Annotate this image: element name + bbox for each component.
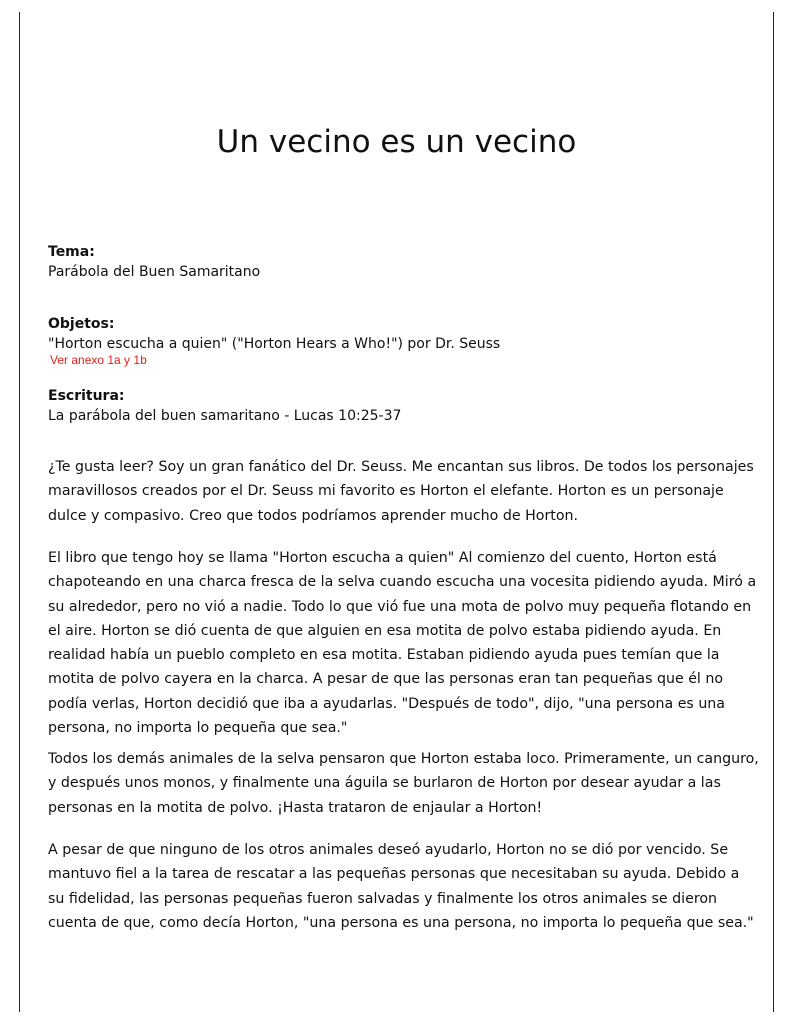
- escritura-heading: Escritura:: [48, 388, 125, 404]
- page-border-left: [19, 12, 20, 1012]
- page-border-right: [773, 12, 774, 1012]
- tema-body: Parábola del Buen Samaritano: [48, 264, 261, 280]
- tema-heading: Tema:: [48, 244, 95, 260]
- document-title: Un vecino es un vecino: [216, 124, 577, 160]
- escritura-body: La parábola del buen samaritano - Lucas 10:25-37: [48, 408, 402, 424]
- body-paragraph-4: A pesar de que ninguno de los otros animales deseó ayudarlo, Horton no se dió por vencido. Se mantuvo fiel a la tarea de rescatar a las pequeñas personas que necesitaban su ayuda. Debido a su fidelidad, las personas pequeñas fueron salvadas y finalmente los otros animales se dieron cuenta de que, como decía Horton, "una persona es una persona, no importa lo pequeña que sea.": [48, 842, 754, 931]
- annex-note: Ver anexo 1a y 1b: [50, 353, 147, 367]
- body-paragraph-3: Todos los demás animales de la selva pensaron que Horton estaba loco. Primeramente, un canguro, y después unos monos, y finalmente una águila se burlaron de Horton por desear ayudar a las personas en la motita de polvo. ¡Hasta trataron de enjaular a Horton!: [48, 751, 759, 816]
- section-objetos: [48, 314, 758, 367]
- body-paragraph-1: ¿Te gusta leer? Soy un gran fanático del Dr. Seuss. Me encantan sus libros. De todos los personajes maravillosos creados por el Dr. Seuss mi favorito es Horton el elefante. Horton es un personaje dulce y compasivo. Creo que todos podríamos aprender mucho de Horton.: [48, 459, 754, 524]
- section-escritura: [48, 386, 758, 426]
- body-paragraph-2: El libro que tengo hoy se llama "Horton escucha a quien" Al comienzo del cuento, Horton está chapoteando en una charca fresca de la selva cuando escucha una vocesita pidiendo ayuda. Miró a su alrededor, pero no vió a nadie. Todo lo que vió fue una mota de polvo muy pequeña flotando en el aire. Horton se dió cuenta de que alguien en esa motita de polvo estaba pidiendo ayuda. En realidad había un pueblo completo en esa motita. Estaban pidiendo ayuda pues temían que la motita de polvo cayera en la charca. A pesar de que las personas eran tan pequeñas que él no podía verlas, Horton decidió que iba a ayudarlas. "Después de todo", dijo, "una persona es una persona, no importa lo pequeña que sea.": [48, 550, 757, 737]
- objetos-heading: Objetos:: [48, 316, 115, 332]
- objetos-body: "Horton escucha a quien" ("Horton Hears a Who!") por Dr. Seuss: [48, 336, 501, 352]
- section-tema: [48, 242, 758, 282]
